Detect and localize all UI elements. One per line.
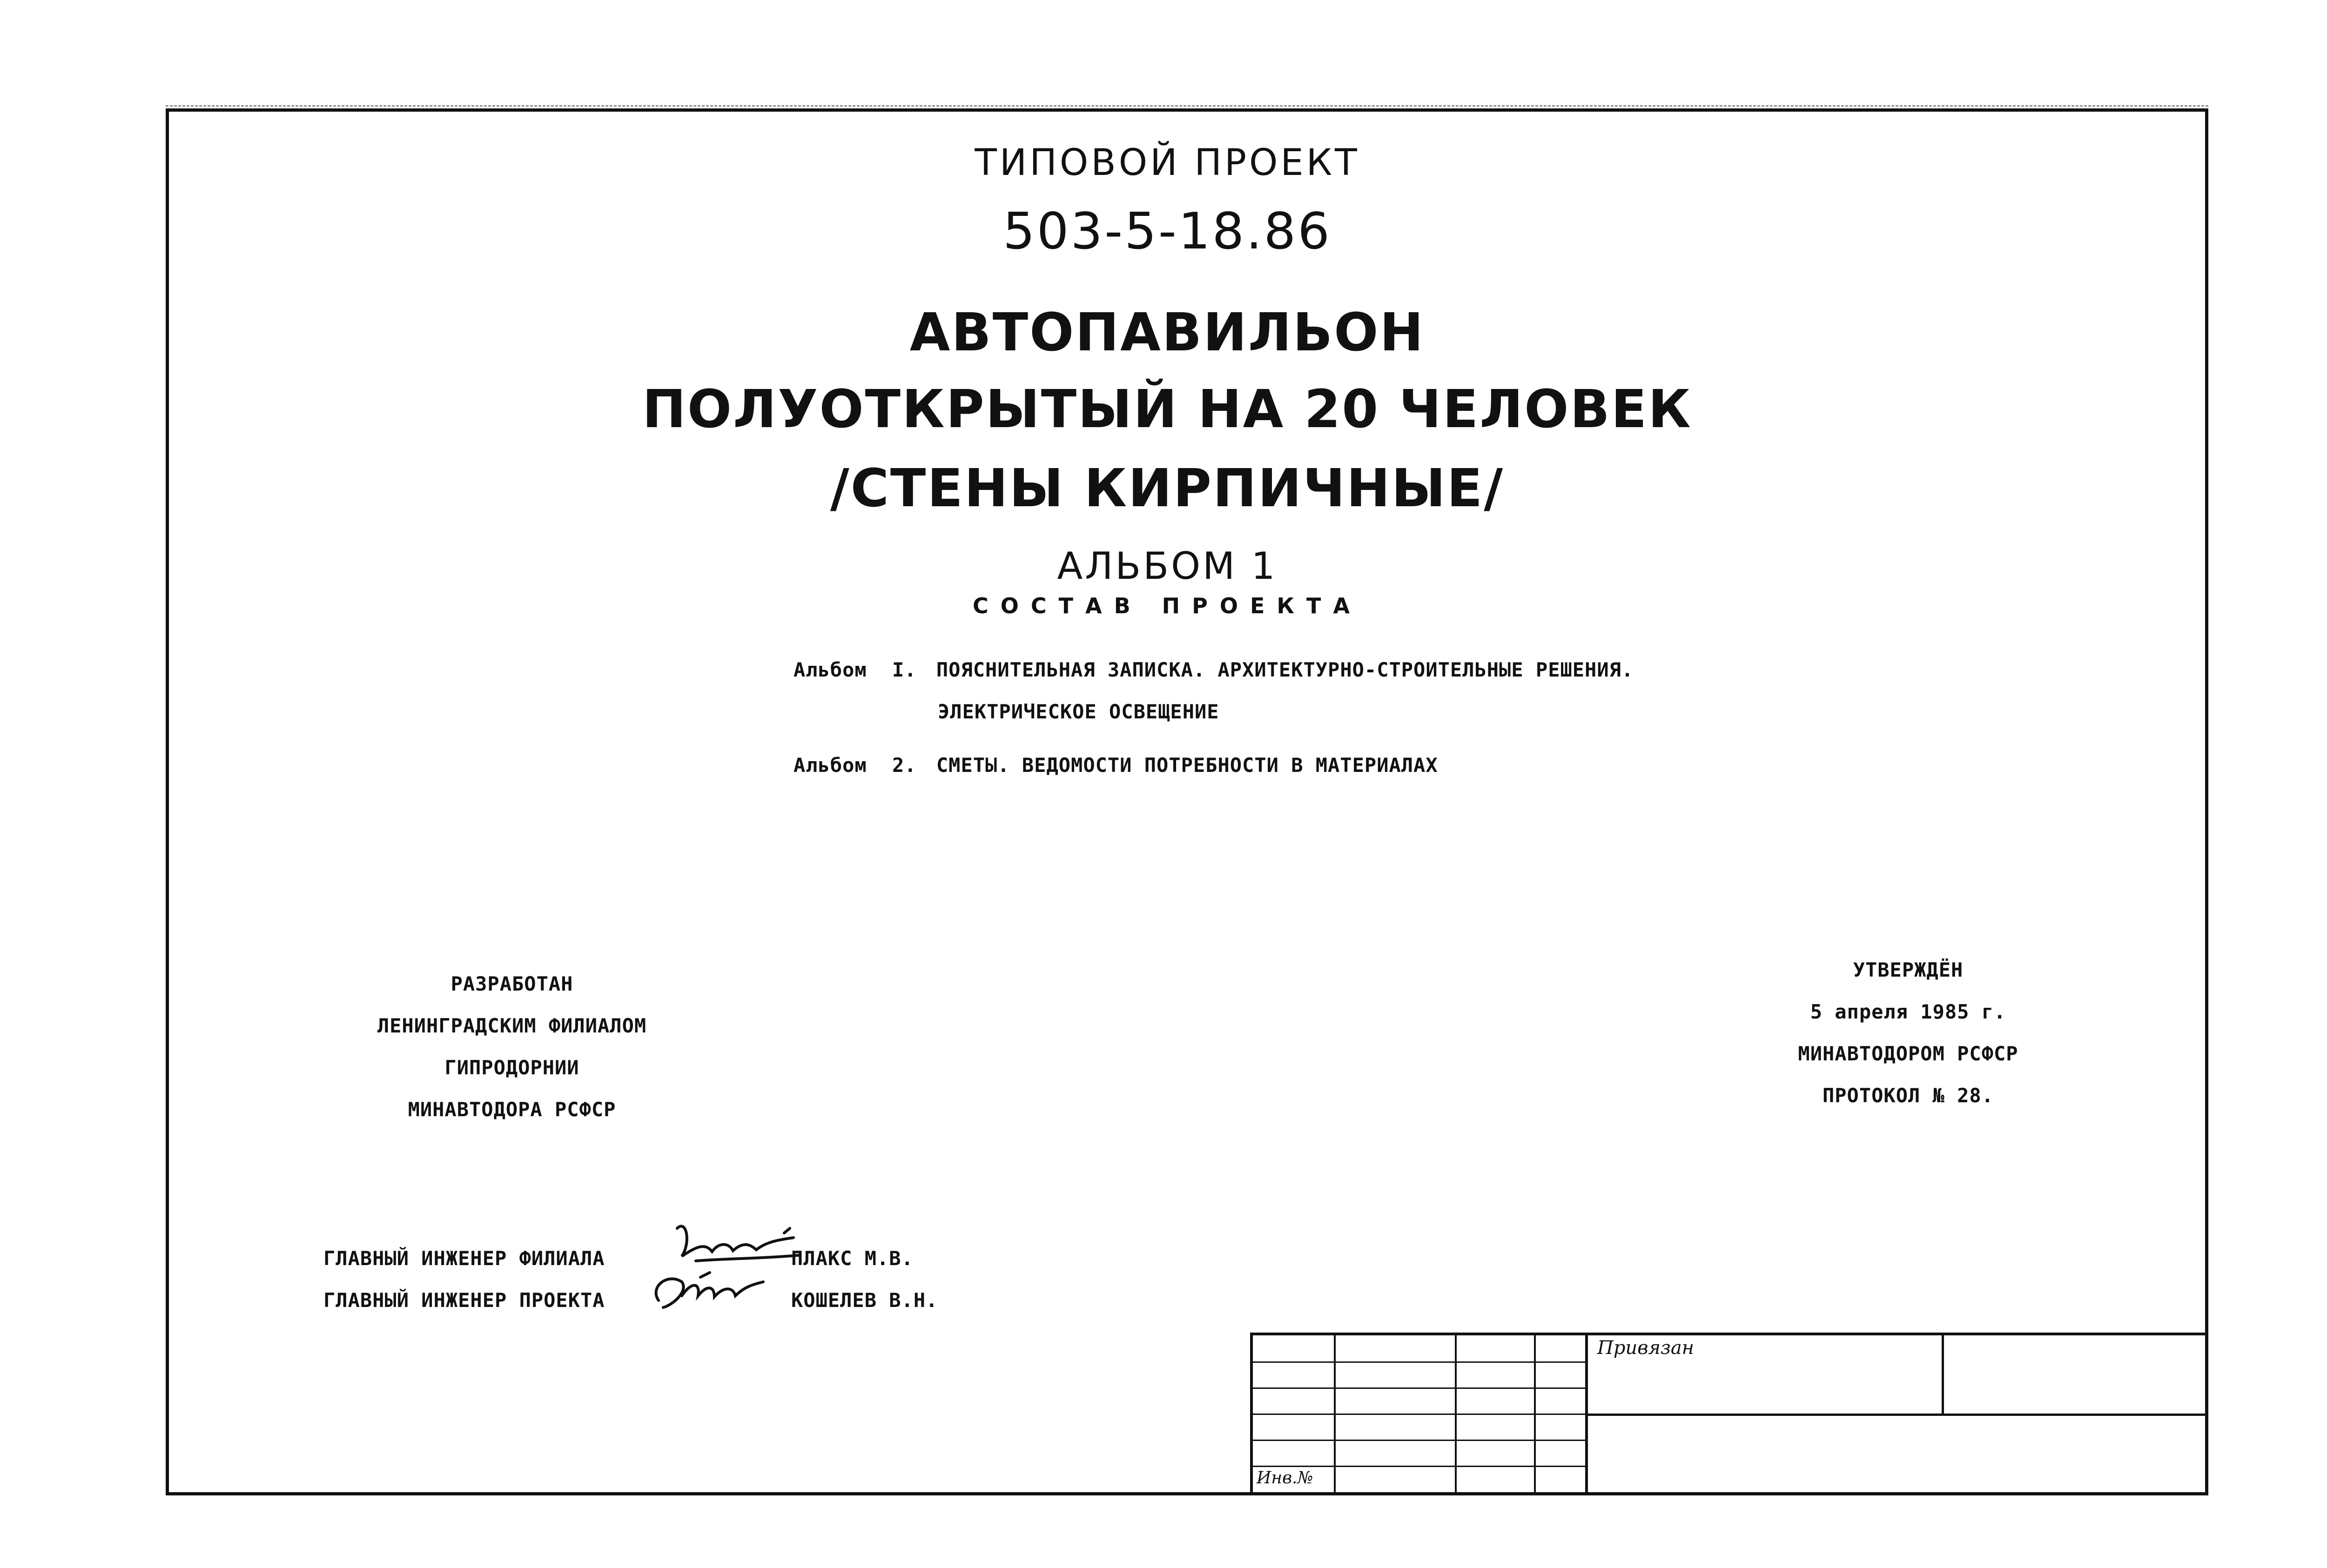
contents-item-2-text: СМЕТЫ. ВЕДОМОСТИ ПОТРЕБНОСТИ В МАТЕРИАЛАХ xyxy=(936,754,1438,777)
approved-line-1: УТВЕРЖДЁН xyxy=(1853,958,1964,981)
signature-role-1: ГЛАВНЫЙ ИНЖЕНЕР ФИЛИАЛА xyxy=(323,1247,605,1270)
stamp-hline-3 xyxy=(1253,1414,1585,1415)
approved-line-3: МИНАВТОДОРОМ РСФСР xyxy=(1798,1042,2018,1065)
project-number: 503-5-18.86 xyxy=(1003,202,1332,261)
title-line-1: АВТОПАВИЛЬОН xyxy=(909,302,1425,363)
signature-name-2: КОШЕЛЕВ В.Н. xyxy=(791,1289,938,1312)
album-label: АЛЬБОМ 1 xyxy=(1057,544,1278,588)
contents-item-2 xyxy=(794,754,1438,777)
contents-item-1-number: I. xyxy=(892,658,917,681)
stamp-hline-5 xyxy=(1253,1466,1585,1467)
stamp-right-hline xyxy=(1585,1414,2208,1416)
stamp-vline-3 xyxy=(1534,1335,1536,1495)
stamp-hline-4 xyxy=(1253,1440,1585,1441)
signature-2-icon xyxy=(645,1263,770,1319)
signature-name-1: ПЛАКС М.В. xyxy=(791,1247,914,1270)
contents-item-2-number: 2. xyxy=(892,754,917,777)
stamp-inventory-label: Инв.№ xyxy=(1257,1468,1313,1488)
contents-item-1-prefix: Альбом xyxy=(794,658,867,681)
stamp-hline-1 xyxy=(1253,1361,1585,1363)
stamp-table xyxy=(1250,1333,2208,1495)
developed-line-3: ГИПРОДОРНИИ xyxy=(444,1056,579,1079)
approved-line-2: 5 апреля 1985 г. xyxy=(1810,1000,2006,1023)
approved-line-4: ПРОТОКОЛ № 28. xyxy=(1822,1084,1994,1107)
developed-line-2: ЛЕНИНГРАДСКИМ ФИЛИАЛОМ xyxy=(377,1014,647,1037)
composition-label: СОСТАВ ПРОЕКТА xyxy=(973,593,1362,618)
contents-item-1 xyxy=(794,658,1634,681)
stamp-right-vline xyxy=(1942,1335,1944,1414)
title-line-2: ПОЛУОТКРЫТЫЙ НА 20 ЧЕЛОВЕК xyxy=(642,379,1692,440)
stamp-bound-label: Привязан xyxy=(1597,1337,1695,1359)
title-line-3: /СТЕНЫ КИРПИЧНЫЕ/ xyxy=(830,458,1505,519)
contents-item-2-prefix: Альбом xyxy=(794,754,867,777)
stamp-vline-1 xyxy=(1334,1335,1336,1495)
contents-item-1-text: ПОЯСНИТЕЛЬНАЯ ЗАПИСКА. АРХИТЕКТУРНО-СТРОИТЕЛЬНЫЕ РЕШЕНИЯ. xyxy=(936,658,1634,681)
stamp-vline-2 xyxy=(1455,1335,1457,1495)
type-label: ТИПОВОЙ ПРОЕКТ xyxy=(975,142,1360,184)
contents-item-1-continuation: ЭЛЕКТРИЧЕСКОЕ ОСВЕЩЕНИЕ xyxy=(938,700,1219,723)
developed-line-4: МИНАВТОДОРА РСФСР xyxy=(408,1098,616,1121)
stamp-hline-2 xyxy=(1253,1387,1585,1389)
top-edge-mark xyxy=(166,105,2208,107)
signature-role-2: ГЛАВНЫЙ ИНЖЕНЕР ПРОЕКТА xyxy=(323,1289,605,1312)
developed-line-1: РАЗРАБОТАН xyxy=(451,972,573,995)
